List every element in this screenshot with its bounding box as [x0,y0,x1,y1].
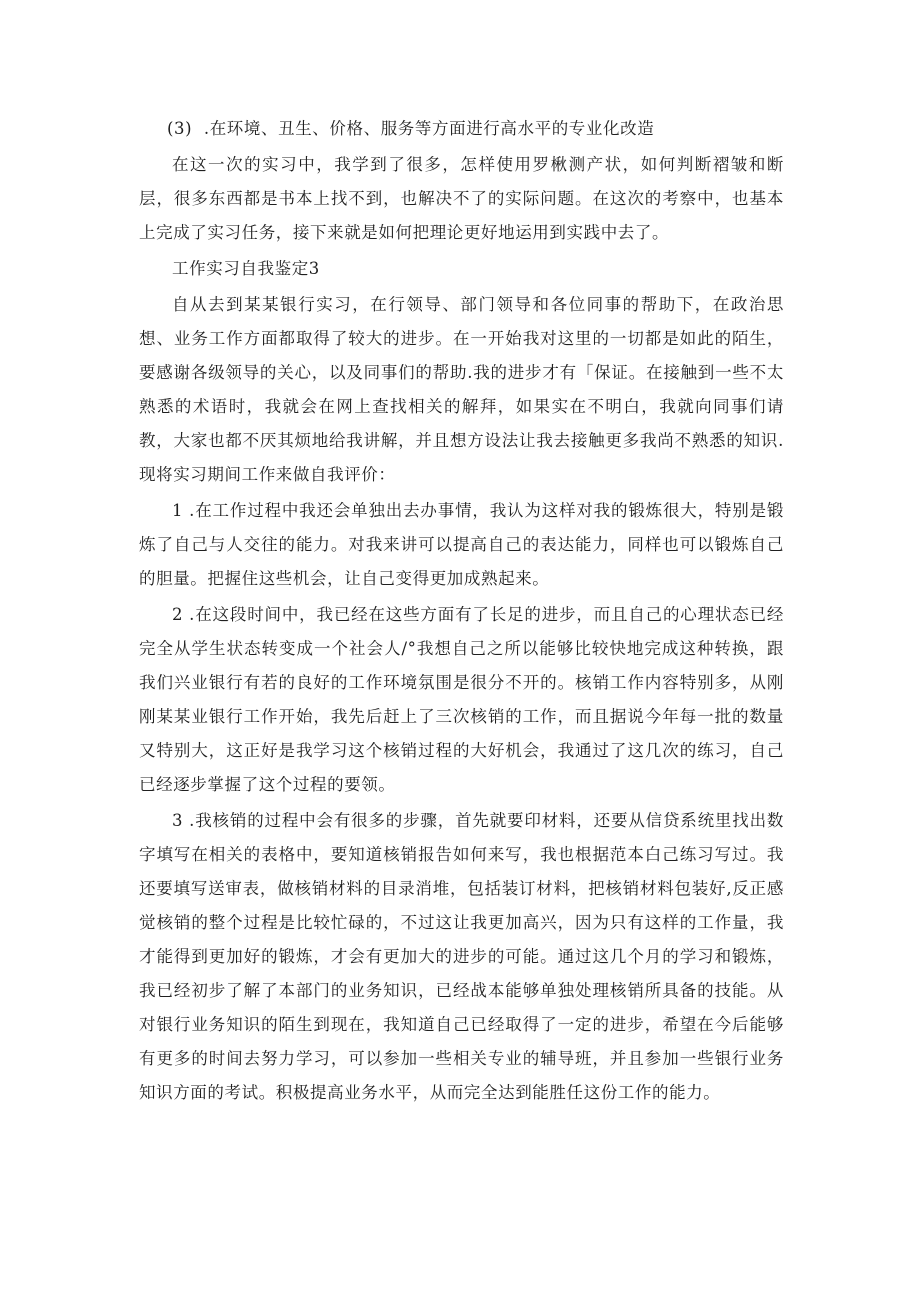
document-body [139,112,784,1110]
paragraph-point-1: 1 .在工作过程中我还会单独出去办事情，我认为这样对我的锻炼很大，特别是锻炼了自己与人交往的能力。对我来讲可以提高自己的表达能力，同样也可以锻炼自己的胆量。把握住这些机会，让自己变得更加成熟起来。 [139,501,784,588]
paragraph-internship-summary: 在这一次的实习中，我学到了很多，怎样使用罗楸测产状，如何判断褶皱和断层，很多东西都是书本上找不到，也解决不了的实际问题。在这次的考察中，也基本上完成了实习任务，接下来就是如何把理论更好地运用到实践中去了。 [139,155,784,242]
section-title: 工作实习自我鉴定3 [172,259,320,278]
paragraph-point-2: 2 .在这段时间中，我已经在这些方面有了长足的进步，而且自己的心理状态已经完全从学生状态转变成一个社会人/°我想自己之所以能够比较快地完成这种转换，跟我们兴业银行有若的良好的工作环境氛围是很分不开的。核销工作内容特别多，从刚刚某某业银行工作开始，我先后赶上了三次核销的工作，而且据说今年每一批的数量又特别大，这正好是我学习这个核销过程的大好机会，我通过了这几次的练习，自己已经逐步掌握了这个过程的要领。 [139,605,784,794]
list-item-3-heading: (3) .在环境、丑生、价格、服务等方面进行高水平的专业化改造 [167,119,655,138]
paragraph-intro: 自从去到某某银行实习，在行领导、部门领导和各位同事的帮助下，在政治思想、业务工作方面都取得了较大的进步。在一开始我对这里的一切都是如此的陌生，要感谢各级领导的关心，以及同事们的帮助.我的进步才有「保证。在接触到一些不太熟悉的术语时，我就会在网上查找相关的解拜，如果实在不明白，我就向同事们请教，大家也都不厌其烦地给我讲解，并且想方设法让我去接触更多我尚不熟悉的知识.现将实习期间工作来做自我评价： [139,295,784,484]
paragraph-point-3: 3 .我核销的过程中会有很多的步骤，首先就要印材料，还要从信贷系统里找出数字填写在相关的表格中，要知道核销报告如何来写，我也根据范本白己练习写过。我还要填写送审表，做核销材料的目录消堆，包括装订材料，把核销材料包装好,反正感觉核销的整个过程是比较忙碌的，不过这让我更加高兴，因为只有这样的工作量，我才能得到更加好的锻炼，才会有更加大的进步的可能。通过这几个月的学习和锻炼，我已经初步了解了本部门的业务知识，已经战本能够单独处理核销所具备的技能。从对银行业务知识的陌生到现在，我知道自己已经取得了一定的进步，希望在今后能够有更多的时间去努力学习，可以参加一些相关专业的辅导班，并且参加一些银行业务知识方面的考试。积极提高业务水平，从而完全达到能胜任这份工作的能力。 [139,811,784,1102]
